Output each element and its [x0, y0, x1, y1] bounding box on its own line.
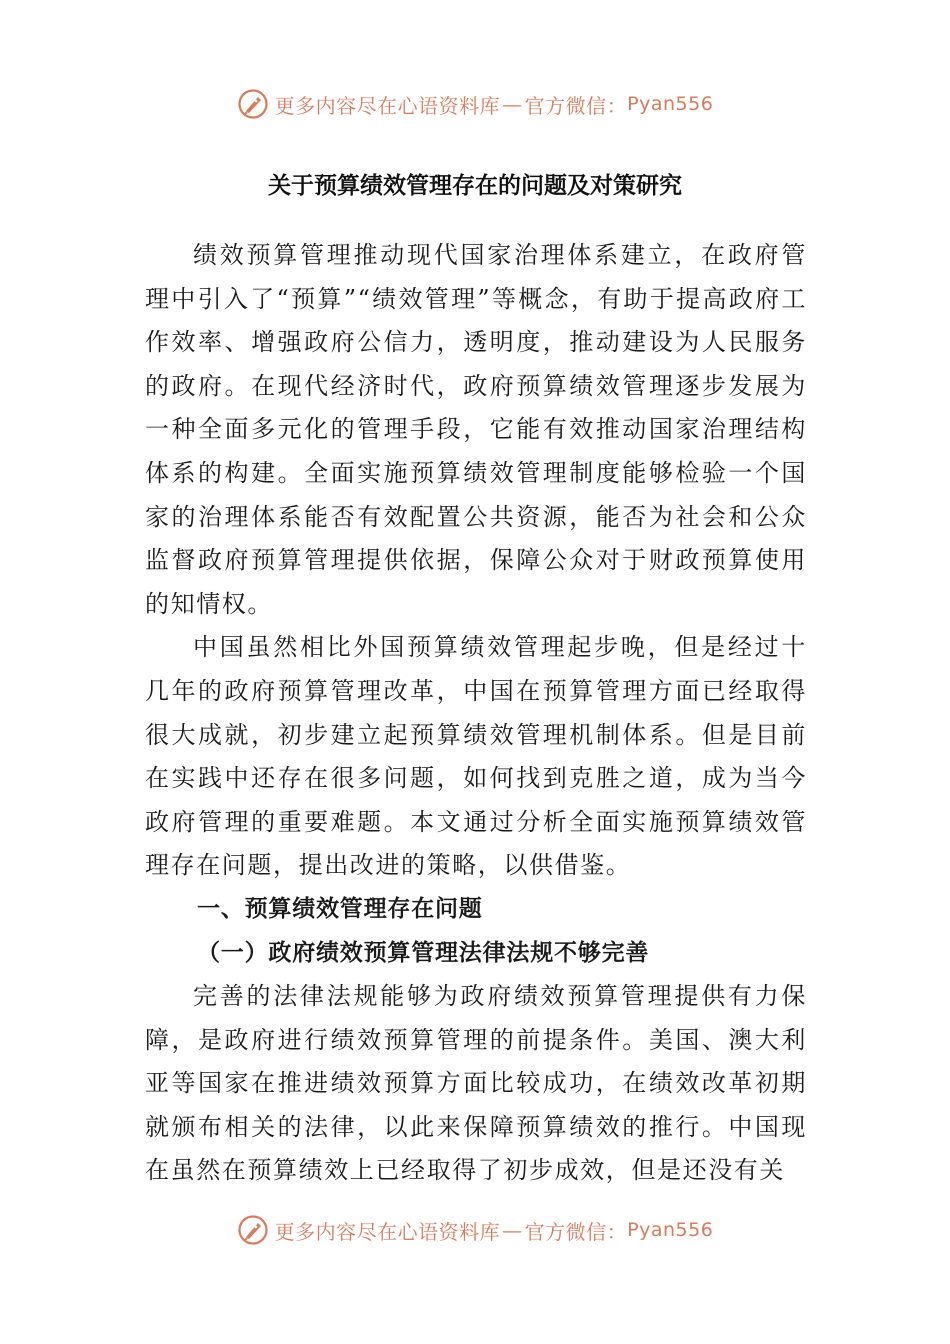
document-body	[145, 234, 807, 1193]
paragraph-intro: 绩效预算管理推动现代国家治理体系建立，在政府管理中引入了“预算”“绩效管理”等概念，有助于提高政府工作效率、增强政府公信力，透明度，推动建设为人民服务的政府。在现代经济时代，政府预算绩效管理逐步发展为一种全面多元化的管理手段，它能有效推动国家治理结构体系的构建。全面实施预算绩效管理制度能够检验一个国家的治理体系能否有效配置公共资源，能否为社会和公众监督政府预算管理提供依据，保障公众对于财政预算使用的知情权。	[145, 241, 807, 618]
watermark-contact-label: 官方微信：	[524, 1219, 628, 1244]
watermark-contact-id: Pyan556	[627, 1219, 714, 1241]
watermark-separator: —	[502, 1218, 523, 1242]
watermark-text: 更多内容尽在心语资料库	[274, 93, 501, 118]
section-heading: 一、预算绩效管理存在问题	[197, 895, 483, 922]
watermark-separator: —	[502, 92, 523, 116]
watermark-text: 更多内容尽在心语资料库	[274, 1219, 501, 1244]
pen-nib-logo-icon	[237, 1214, 269, 1246]
subsection-heading: （一）政府绩效预算管理法律法规不够完善	[197, 939, 650, 966]
document-title: 关于预算绩效管理存在的问题及对策研究	[268, 173, 682, 199]
watermark-header	[0, 84, 950, 124]
watermark-contact-label: 官方微信：	[524, 93, 628, 118]
watermark-footer	[0, 1210, 950, 1250]
watermark-contact-id: Pyan556	[627, 93, 714, 115]
paragraph-laws: 完善的法律法规能够为政府绩效预算管理提供有力保障，是政府进行绩效预算管理的前提条件。美国、澳大利亚等国家在推进绩效预算方面比较成功，在绩效改革初期就颁布相关的法律，以此来保障预算绩效的推行。中国现在虽然在预算绩效上已经取得了初步成效，但是还没有关	[145, 982, 807, 1185]
pen-nib-logo-icon	[237, 88, 269, 120]
paragraph-background: 中国虽然相比外国预算绩效管理起步晚，但是经过十几年的政府预算管理改革，中国在预算管理方面已经取得很大成就，初步建立起预算绩效管理机制体系。但是目前在实践中还存在很多问题，如何找到克胜之道，成为当今政府管理的重要难题。本文通过分析全面实施预算绩效管理存在问题，提出改进的策略，以供借鉴。	[145, 633, 807, 880]
